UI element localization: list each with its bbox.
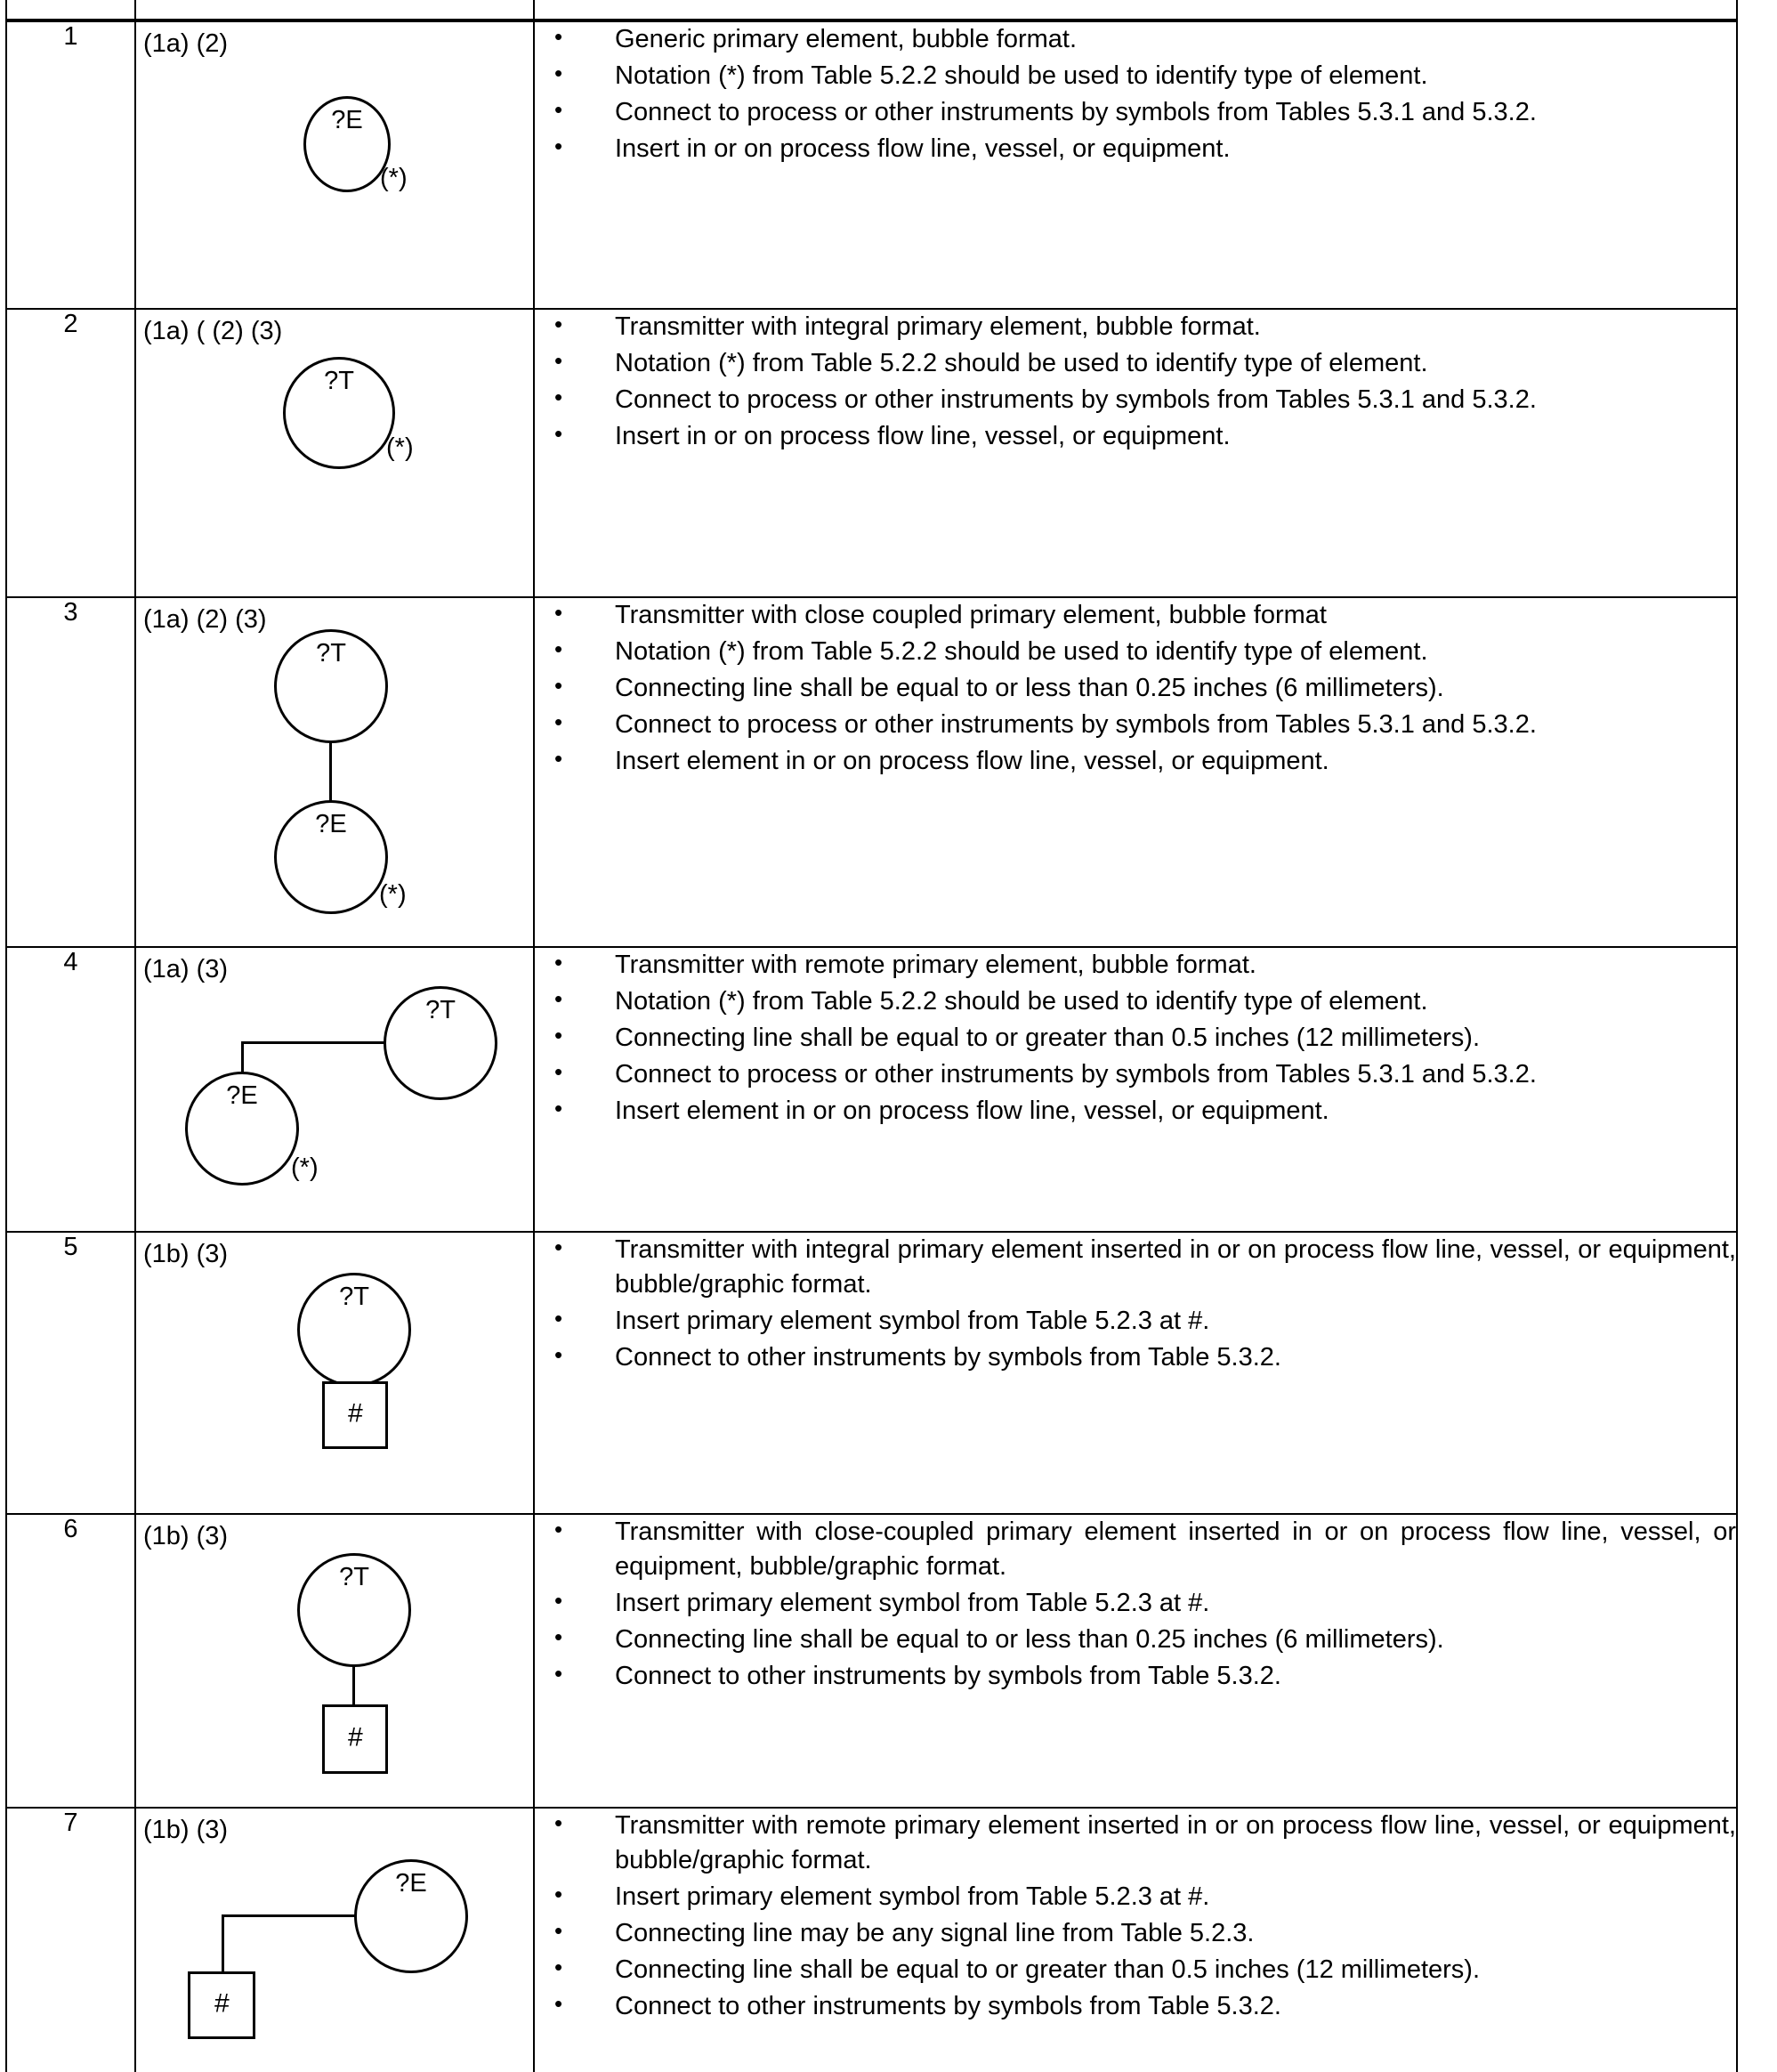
symbol-cell bbox=[135, 309, 534, 597]
table-header bbox=[6, 0, 1737, 20]
symbol-cell bbox=[135, 947, 534, 1232]
list-item: • Notation (*) from Table 5.2.2 should be used to identify type of element. bbox=[535, 59, 1736, 93]
list-item: • Connect to other instruments by symbols from Table 5.3.2. bbox=[535, 1989, 1736, 2024]
row-number-cell bbox=[6, 597, 135, 947]
table-row bbox=[6, 597, 1737, 947]
row-number: 2 bbox=[63, 310, 78, 338]
list-item: • Transmitter with close coupled primary element, bubble format bbox=[535, 598, 1736, 633]
connector-line-horizontal bbox=[241, 1041, 385, 1044]
symbol-notes: (1b) (3) bbox=[143, 1522, 229, 1550]
bubble-transmitter bbox=[283, 357, 395, 469]
list-item: • Insert primary element symbol from Table 5.2.3 at #. bbox=[535, 1586, 1736, 1621]
symbol-diagram bbox=[136, 346, 533, 578]
bubble-label: ?E bbox=[331, 106, 363, 135]
description-cell bbox=[534, 1514, 1737, 1808]
list-item: • Connect to process or other instruments by symbols from Tables 5.3.1 and 5.3.2. bbox=[535, 95, 1736, 130]
box-label: # bbox=[347, 1398, 363, 1429]
symbol-notes: (1a) (2) bbox=[143, 29, 229, 58]
list-item: • Connecting line shall be equal to or greater than 0.5 inches (12 millimeters). bbox=[535, 1953, 1736, 1987]
list-item: • Transmitter with integral primary element, bubble format. bbox=[535, 310, 1736, 344]
symbol-cell bbox=[135, 1514, 534, 1808]
box-primary-element bbox=[322, 1704, 388, 1774]
list-item: • Notation (*) from Table 5.2.2 should be used to identify type of element. bbox=[535, 346, 1736, 381]
description-cell bbox=[534, 1808, 1737, 2072]
row-number-cell bbox=[6, 947, 135, 1232]
row-number-cell bbox=[6, 1514, 135, 1808]
bubble-primary-element bbox=[274, 800, 388, 914]
description-list bbox=[535, 1809, 1736, 2024]
row-number-cell bbox=[6, 1232, 135, 1514]
list-item: • Insert in or on process flow line, vessel, or equipment. bbox=[535, 419, 1736, 454]
symbol-notes: (1a) (2) (3) bbox=[143, 605, 267, 634]
box-primary-element bbox=[188, 1971, 255, 2039]
table-row bbox=[6, 309, 1737, 597]
list-item: • Generic primary element, bubble format. bbox=[535, 22, 1736, 57]
bubble-transmitter bbox=[274, 629, 388, 743]
table-row bbox=[6, 947, 1737, 1232]
row-number-cell bbox=[6, 1808, 135, 2072]
list-item: • Connecting line may be any signal line from Table 5.2.3. bbox=[535, 1916, 1736, 1951]
description-list bbox=[535, 598, 1736, 779]
connector-line-horizontal bbox=[222, 1914, 357, 1917]
connector-line-vertical bbox=[222, 1914, 224, 1973]
description-cell bbox=[534, 597, 1737, 947]
row-number: 6 bbox=[63, 1515, 78, 1543]
list-item: • Connecting line shall be equal to or less than 0.25 inches (6 millimeters). bbox=[535, 1623, 1736, 1657]
symbol-notes: (1b) (3) bbox=[143, 1240, 229, 1268]
symbol-diagram bbox=[136, 984, 533, 1214]
bubble-label: ?T bbox=[316, 639, 346, 668]
symbol-notes: (1a) (3) bbox=[143, 955, 229, 983]
description-list bbox=[535, 310, 1736, 454]
bubble-label: ?E bbox=[226, 1081, 258, 1111]
header-no bbox=[6, 0, 135, 20]
description-cell bbox=[534, 1232, 1737, 1514]
bubble-label: ?E bbox=[315, 810, 347, 839]
header-symbol bbox=[135, 0, 534, 20]
bubble-transmitter bbox=[297, 1273, 411, 1387]
list-item: • Transmitter with integral primary element inserted in or on process flow line, vessel, or equipment, bubble/graphic format. bbox=[535, 1233, 1736, 1302]
list-item: • Connect to process or other instruments by symbols from Tables 5.3.1 and 5.3.2. bbox=[535, 383, 1736, 417]
symbol-cell bbox=[135, 597, 534, 947]
bubble-primary-element bbox=[185, 1072, 299, 1186]
bubble-label: ?T bbox=[339, 1563, 369, 1592]
bubble-transmitter bbox=[384, 986, 497, 1100]
list-item: • Connecting line shall be equal to or greater than 0.5 inches (12 millimeters). bbox=[535, 1021, 1736, 1056]
list-item: • Insert primary element symbol from Table 5.2.3 at #. bbox=[535, 1304, 1736, 1339]
list-item: • Insert element in or on process flow line, vessel, or equipment. bbox=[535, 744, 1736, 779]
bubble-annotation: (*) bbox=[386, 433, 414, 463]
list-item: • Connecting line shall be equal to or less than 0.25 inches (6 millimeters). bbox=[535, 671, 1736, 706]
bubble-annotation: (*) bbox=[291, 1153, 319, 1183]
symbol-cell bbox=[135, 20, 534, 309]
list-item: • Connect to other instruments by symbols from Table 5.3.2. bbox=[535, 1340, 1736, 1375]
symbol-diagram bbox=[136, 1269, 533, 1496]
description-list bbox=[535, 22, 1736, 166]
bubble-label: ?T bbox=[324, 367, 354, 396]
symbol-notes: (1b) (3) bbox=[143, 1816, 229, 1844]
box-label: # bbox=[347, 1722, 363, 1752]
description-list bbox=[535, 1233, 1736, 1375]
description-list bbox=[535, 1515, 1736, 1694]
list-item: • Notation (*) from Table 5.2.2 should be used to identify type of element. bbox=[535, 635, 1736, 669]
symbol-diagram bbox=[136, 1845, 533, 2072]
list-item: • Connect to process or other instruments by symbols from Tables 5.3.1 and 5.3.2. bbox=[535, 1057, 1736, 1092]
header-row bbox=[6, 0, 1737, 20]
list-item: • Insert element in or on process flow line, vessel, or equipment. bbox=[535, 1094, 1736, 1129]
symbol-cell bbox=[135, 1808, 534, 2072]
description-cell bbox=[534, 20, 1737, 309]
symbol-diagram bbox=[136, 635, 533, 928]
list-item: • Notation (*) from Table 5.2.2 should be used to identify type of element. bbox=[535, 984, 1736, 1019]
row-number: 1 bbox=[63, 22, 78, 51]
bubble-annotation: (*) bbox=[380, 164, 408, 193]
table-body bbox=[6, 20, 1737, 2072]
list-item: • Insert in or on process flow line, vessel, or equipment. bbox=[535, 132, 1736, 166]
bubble-label: ?E bbox=[395, 1869, 427, 1898]
row-number-cell bbox=[6, 309, 135, 597]
symbol-cell bbox=[135, 1232, 534, 1514]
description-cell bbox=[534, 309, 1737, 597]
list-item: • Connect to other instruments by symbols from Table 5.3.2. bbox=[535, 1659, 1736, 1694]
list-item: • Connect to process or other instruments by symbols from Tables 5.3.1 and 5.3.2. bbox=[535, 708, 1736, 742]
bubble-transmitter bbox=[297, 1553, 411, 1667]
symbol-diagram bbox=[136, 59, 533, 290]
row-number: 3 bbox=[63, 598, 78, 627]
row-number: 4 bbox=[63, 948, 78, 976]
connector-line-vertical bbox=[329, 741, 332, 802]
table-row bbox=[6, 20, 1737, 309]
list-item: • Transmitter with close-coupled primary element inserted in or on process flow line, vessel, or equipment, bubble/graphic format. bbox=[535, 1515, 1736, 1584]
header-description bbox=[534, 0, 1737, 20]
list-item: • Transmitter with remote primary element inserted in or on process flow line, vessel, or equipment, bubble/graphic format. bbox=[535, 1809, 1736, 1878]
bubble-annotation: (*) bbox=[379, 880, 407, 910]
symbol-diagram bbox=[136, 1551, 533, 1790]
box-primary-element bbox=[322, 1381, 388, 1449]
description-cell bbox=[534, 947, 1737, 1232]
description-list bbox=[535, 948, 1736, 1129]
bubble-label: ?T bbox=[339, 1283, 369, 1312]
connector-line-vertical bbox=[241, 1041, 244, 1073]
symbol-notes: (1a) ( (2) (3) bbox=[143, 317, 283, 345]
box-label: # bbox=[214, 1988, 230, 2019]
row-number-cell bbox=[6, 20, 135, 309]
row-number: 5 bbox=[63, 1233, 78, 1261]
bubble-label: ?T bbox=[425, 996, 456, 1025]
table-row bbox=[6, 1808, 1737, 2072]
list-item: • Transmitter with remote primary element, bubble format. bbox=[535, 948, 1736, 983]
bubble-primary-element bbox=[303, 96, 391, 192]
table-row bbox=[6, 1232, 1737, 1514]
table-row bbox=[6, 1514, 1737, 1808]
row-number: 7 bbox=[63, 1809, 78, 1837]
instrument-symbols-table bbox=[5, 0, 1738, 2072]
list-item: • Insert primary element symbol from Table 5.2.3 at #. bbox=[535, 1880, 1736, 1914]
bubble-primary-element bbox=[354, 1859, 468, 1973]
connector-line-vertical bbox=[352, 1665, 355, 1706]
